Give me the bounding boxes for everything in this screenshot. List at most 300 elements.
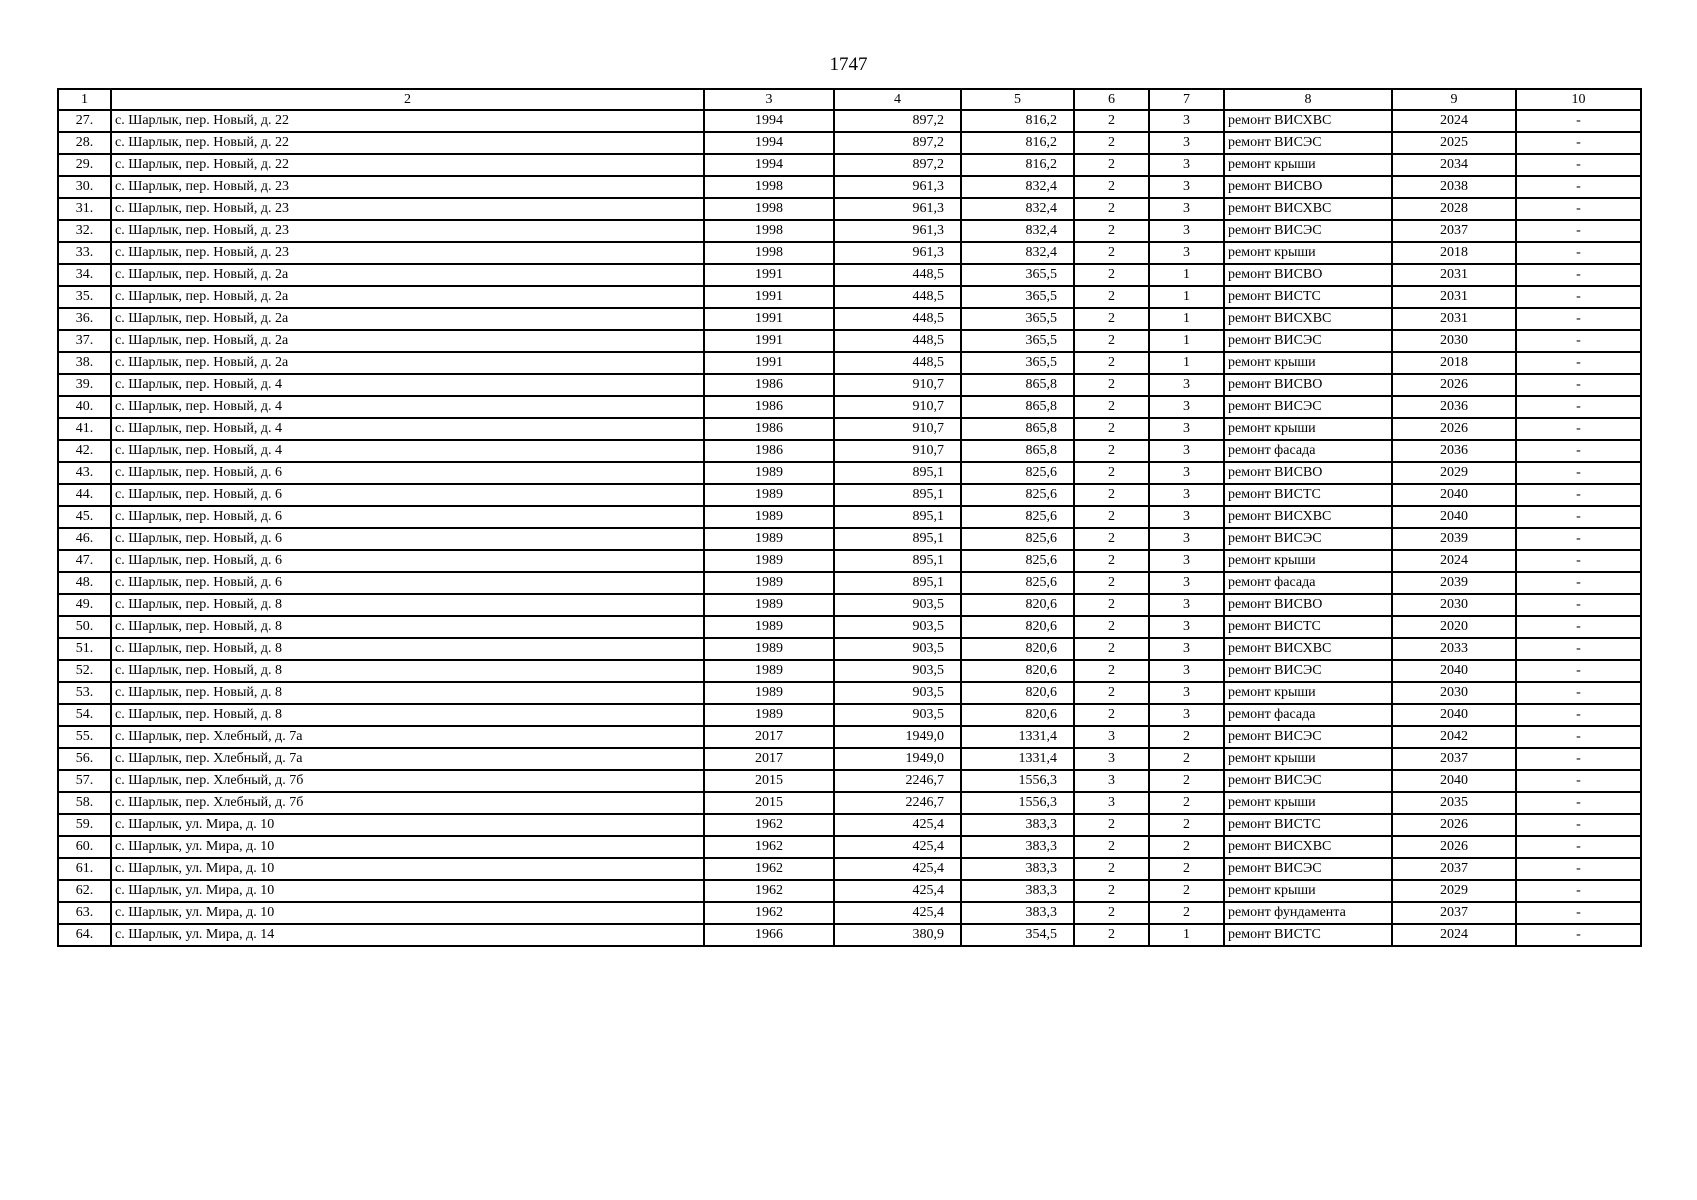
repair-type-cell: ремонт ВИСХВС [1224,836,1392,858]
table-row [58,506,1641,528]
year-built-cell: 1989 [704,704,834,726]
total-area-cell: 895,1 [834,506,961,528]
notes-cell: - [1516,242,1641,264]
table-row [58,330,1641,352]
living-area-cell: 1556,3 [961,770,1074,792]
column-header: 10 [1516,89,1641,110]
entrances-cell: 3 [1149,682,1224,704]
repair-type-cell: ремонт ВИСВО [1224,264,1392,286]
entrances-cell: 2 [1149,902,1224,924]
address-cell: с. Шарлык, ул. Мира, д. 10 [111,858,704,880]
notes-cell: - [1516,726,1641,748]
notes-cell: - [1516,176,1641,198]
living-area-cell: 365,5 [961,264,1074,286]
repair-type-cell: ремонт крыши [1224,682,1392,704]
planned-year-cell: 2033 [1392,638,1516,660]
table-row [58,110,1641,132]
floors-cell: 2 [1074,110,1149,132]
column-header: 7 [1149,89,1224,110]
repair-type-cell: ремонт ВИСВО [1224,374,1392,396]
living-area-cell: 820,6 [961,638,1074,660]
repair-type-cell: ремонт крыши [1224,242,1392,264]
address-cell: с. Шарлык, пер. Новый, д. 4 [111,418,704,440]
table-row [58,528,1641,550]
table-row [58,176,1641,198]
planned-year-cell: 2020 [1392,616,1516,638]
entrances-cell: 3 [1149,550,1224,572]
address-cell: с. Шарлык, пер. Новый, д. 8 [111,594,704,616]
repair-type-cell: ремонт ВИСХВС [1224,638,1392,660]
total-area-cell: 895,1 [834,528,961,550]
planned-year-cell: 2026 [1392,836,1516,858]
repair-type-cell: ремонт ВИСХВС [1224,198,1392,220]
total-area-cell: 1949,0 [834,748,961,770]
planned-year-cell: 2036 [1392,440,1516,462]
year-built-cell: 1991 [704,286,834,308]
year-built-cell: 1962 [704,902,834,924]
planned-year-cell: 2038 [1392,176,1516,198]
row-number-cell: 28. [58,132,111,154]
table-row [58,154,1641,176]
total-area-cell: 910,7 [834,418,961,440]
planned-year-cell: 2024 [1392,110,1516,132]
entrances-cell: 3 [1149,638,1224,660]
living-area-cell: 383,3 [961,814,1074,836]
floors-cell: 2 [1074,396,1149,418]
planned-year-cell: 2026 [1392,418,1516,440]
year-built-cell: 1989 [704,682,834,704]
entrances-cell: 3 [1149,660,1224,682]
address-cell: с. Шарлык, пер. Новый, д. 23 [111,176,704,198]
living-area-cell: 825,6 [961,572,1074,594]
year-built-cell: 1998 [704,220,834,242]
total-area-cell: 910,7 [834,374,961,396]
living-area-cell: 820,6 [961,682,1074,704]
planned-year-cell: 2037 [1392,902,1516,924]
living-area-cell: 816,2 [961,110,1074,132]
address-cell: с. Шарлык, пер. Новый, д. 2а [111,286,704,308]
row-number-cell: 35. [58,286,111,308]
column-header: 2 [111,89,704,110]
repair-type-cell: ремонт ВИСХВС [1224,110,1392,132]
notes-cell: - [1516,462,1641,484]
repair-type-cell: ремонт ВИСХВС [1224,308,1392,330]
year-built-cell: 1989 [704,484,834,506]
floors-cell: 2 [1074,704,1149,726]
floors-cell: 2 [1074,594,1149,616]
row-number-cell: 48. [58,572,111,594]
floors-cell: 2 [1074,880,1149,902]
repair-type-cell: ремонт ВИСЭС [1224,220,1392,242]
address-cell: с. Шарлык, пер. Новый, д. 2а [111,330,704,352]
total-area-cell: 961,3 [834,242,961,264]
floors-cell: 2 [1074,484,1149,506]
notes-cell: - [1516,792,1641,814]
planned-year-cell: 2039 [1392,528,1516,550]
total-area-cell: 903,5 [834,616,961,638]
row-number-cell: 52. [58,660,111,682]
entrances-cell: 1 [1149,330,1224,352]
repair-type-cell: ремонт ВИСЭС [1224,660,1392,682]
table-row [58,704,1641,726]
repair-type-cell: ремонт ВИСТС [1224,616,1392,638]
planned-year-cell: 2029 [1392,462,1516,484]
row-number-cell: 47. [58,550,111,572]
entrances-cell: 2 [1149,814,1224,836]
planned-year-cell: 2040 [1392,506,1516,528]
repair-type-cell: ремонт ВИСЭС [1224,726,1392,748]
row-number-cell: 61. [58,858,111,880]
planned-year-cell: 2029 [1392,880,1516,902]
floors-cell: 2 [1074,176,1149,198]
year-built-cell: 1991 [704,308,834,330]
notes-cell: - [1516,286,1641,308]
floors-cell: 2 [1074,352,1149,374]
notes-cell: - [1516,814,1641,836]
total-area-cell: 903,5 [834,682,961,704]
total-area-cell: 895,1 [834,572,961,594]
table-row [58,682,1641,704]
planned-year-cell: 2040 [1392,484,1516,506]
floors-cell: 2 [1074,836,1149,858]
notes-cell: - [1516,638,1641,660]
year-built-cell: 1962 [704,836,834,858]
table-row [58,220,1641,242]
entrances-cell: 1 [1149,352,1224,374]
table-row [58,198,1641,220]
row-number-cell: 45. [58,506,111,528]
total-area-cell: 897,2 [834,154,961,176]
address-cell: с. Шарлык, пер. Новый, д. 6 [111,484,704,506]
entrances-cell: 3 [1149,528,1224,550]
address-cell: с. Шарлык, пер. Новый, д. 23 [111,242,704,264]
table-row [58,484,1641,506]
year-built-cell: 2017 [704,748,834,770]
year-built-cell: 1989 [704,550,834,572]
total-area-cell: 380,9 [834,924,961,946]
address-cell: с. Шарлык, пер. Новый, д. 8 [111,682,704,704]
row-number-cell: 42. [58,440,111,462]
year-built-cell: 1994 [704,132,834,154]
notes-cell: - [1516,110,1641,132]
entrances-cell: 3 [1149,594,1224,616]
floors-cell: 2 [1074,550,1149,572]
notes-cell: - [1516,836,1641,858]
total-area-cell: 425,4 [834,902,961,924]
notes-cell: - [1516,308,1641,330]
address-cell: с. Шарлык, пер. Новый, д. 8 [111,704,704,726]
column-header: 4 [834,89,961,110]
notes-cell: - [1516,198,1641,220]
year-built-cell: 1986 [704,374,834,396]
total-area-cell: 448,5 [834,264,961,286]
floors-cell: 2 [1074,220,1149,242]
repair-type-cell: ремонт ВИСВО [1224,176,1392,198]
living-area-cell: 825,6 [961,484,1074,506]
living-area-cell: 1331,4 [961,748,1074,770]
floors-cell: 2 [1074,682,1149,704]
total-area-cell: 448,5 [834,330,961,352]
year-built-cell: 1989 [704,660,834,682]
living-area-cell: 1331,4 [961,726,1074,748]
table-row [58,858,1641,880]
address-cell: с. Шарлык, пер. Новый, д. 4 [111,374,704,396]
row-number-cell: 51. [58,638,111,660]
address-cell: с. Шарлык, ул. Мира, д. 10 [111,814,704,836]
floors-cell: 2 [1074,330,1149,352]
repair-type-cell: ремонт крыши [1224,748,1392,770]
address-cell: с. Шарлык, пер. Хлебный, д. 7а [111,726,704,748]
row-number-cell: 58. [58,792,111,814]
total-area-cell: 1949,0 [834,726,961,748]
floors-cell: 2 [1074,242,1149,264]
entrances-cell: 2 [1149,748,1224,770]
notes-cell: - [1516,616,1641,638]
entrances-cell: 3 [1149,176,1224,198]
year-built-cell: 1998 [704,242,834,264]
year-built-cell: 1989 [704,462,834,484]
planned-year-cell: 2031 [1392,308,1516,330]
floors-cell: 2 [1074,154,1149,176]
entrances-cell: 2 [1149,770,1224,792]
planned-year-cell: 2035 [1392,792,1516,814]
table-row [58,660,1641,682]
entrances-cell: 1 [1149,308,1224,330]
table-body [58,110,1641,946]
page-number: 1747 [829,54,868,75]
year-built-cell: 1994 [704,110,834,132]
planned-year-cell: 2040 [1392,704,1516,726]
address-cell: с. Шарлык, пер. Новый, д. 6 [111,528,704,550]
year-built-cell: 1986 [704,418,834,440]
repair-type-cell: ремонт ВИСТС [1224,286,1392,308]
entrances-cell: 3 [1149,616,1224,638]
table-row [58,374,1641,396]
year-built-cell: 1989 [704,506,834,528]
repair-type-cell: ремонт ВИСВО [1224,594,1392,616]
address-cell: с. Шарлык, пер. Хлебный, д. 7б [111,792,704,814]
table-row [58,286,1641,308]
year-built-cell: 2017 [704,726,834,748]
repair-type-cell: ремонт крыши [1224,880,1392,902]
row-number-cell: 33. [58,242,111,264]
year-built-cell: 1989 [704,528,834,550]
row-number-cell: 29. [58,154,111,176]
entrances-cell: 2 [1149,792,1224,814]
year-built-cell: 1986 [704,396,834,418]
notes-cell: - [1516,770,1641,792]
table-row [58,132,1641,154]
entrances-cell: 2 [1149,858,1224,880]
address-cell: с. Шарлык, пер. Новый, д. 23 [111,220,704,242]
total-area-cell: 961,3 [834,220,961,242]
entrances-cell: 3 [1149,462,1224,484]
total-area-cell: 903,5 [834,638,961,660]
living-area-cell: 816,2 [961,132,1074,154]
row-number-cell: 30. [58,176,111,198]
address-cell: с. Шарлык, ул. Мира, д. 14 [111,924,704,946]
planned-year-cell: 2037 [1392,220,1516,242]
total-area-cell: 425,4 [834,814,961,836]
floors-cell: 3 [1074,748,1149,770]
floors-cell: 2 [1074,902,1149,924]
floors-cell: 2 [1074,132,1149,154]
table-row [58,572,1641,594]
row-number-cell: 31. [58,198,111,220]
row-number-cell: 57. [58,770,111,792]
total-area-cell: 895,1 [834,462,961,484]
living-area-cell: 865,8 [961,396,1074,418]
planned-year-cell: 2025 [1392,132,1516,154]
planned-year-cell: 2031 [1392,264,1516,286]
living-area-cell: 383,3 [961,880,1074,902]
address-cell: с. Шарлык, пер. Хлебный, д. 7а [111,748,704,770]
table-row [58,902,1641,924]
row-number-cell: 62. [58,880,111,902]
address-cell: с. Шарлык, пер. Новый, д. 4 [111,440,704,462]
notes-cell: - [1516,880,1641,902]
year-built-cell: 1989 [704,594,834,616]
floors-cell: 2 [1074,264,1149,286]
repair-type-cell: ремонт крыши [1224,792,1392,814]
living-area-cell: 383,3 [961,836,1074,858]
notes-cell: - [1516,220,1641,242]
entrances-cell: 2 [1149,726,1224,748]
table-row [58,594,1641,616]
planned-year-cell: 2030 [1392,594,1516,616]
year-built-cell: 1989 [704,572,834,594]
address-cell: с. Шарлык, пер. Новый, д. 2а [111,352,704,374]
notes-cell: - [1516,682,1641,704]
living-area-cell: 383,3 [961,902,1074,924]
repair-type-cell: ремонт ВИСЭС [1224,770,1392,792]
floors-cell: 2 [1074,374,1149,396]
total-area-cell: 897,2 [834,110,961,132]
living-area-cell: 832,4 [961,242,1074,264]
column-header: 6 [1074,89,1149,110]
floors-cell: 2 [1074,506,1149,528]
year-built-cell: 1991 [704,330,834,352]
row-number-cell: 55. [58,726,111,748]
notes-cell: - [1516,396,1641,418]
row-number-cell: 37. [58,330,111,352]
address-cell: с. Шарлык, пер. Новый, д. 4 [111,396,704,418]
column-header: 9 [1392,89,1516,110]
table-row [58,792,1641,814]
living-area-cell: 825,6 [961,506,1074,528]
floors-cell: 3 [1074,726,1149,748]
notes-cell: - [1516,264,1641,286]
total-area-cell: 448,5 [834,286,961,308]
repair-type-cell: ремонт ВИСТС [1224,814,1392,836]
table-row [58,770,1641,792]
row-number-cell: 41. [58,418,111,440]
total-area-cell: 910,7 [834,440,961,462]
notes-cell: - [1516,572,1641,594]
notes-cell: - [1516,902,1641,924]
row-number-cell: 56. [58,748,111,770]
entrances-cell: 3 [1149,572,1224,594]
notes-cell: - [1516,418,1641,440]
living-area-cell: 832,4 [961,198,1074,220]
total-area-cell: 961,3 [834,176,961,198]
repair-type-cell: ремонт фасада [1224,704,1392,726]
notes-cell: - [1516,550,1641,572]
repair-type-cell: ремонт фасада [1224,440,1392,462]
repair-type-cell: ремонт ВИСЭС [1224,330,1392,352]
row-number-cell: 60. [58,836,111,858]
floors-cell: 2 [1074,660,1149,682]
year-built-cell: 1998 [704,198,834,220]
entrances-cell: 3 [1149,242,1224,264]
floors-cell: 2 [1074,286,1149,308]
total-area-cell: 903,5 [834,594,961,616]
planned-year-cell: 2026 [1392,374,1516,396]
entrances-cell: 3 [1149,418,1224,440]
table-row [58,836,1641,858]
total-area-cell: 2246,7 [834,792,961,814]
entrances-cell: 3 [1149,440,1224,462]
living-area-cell: 1556,3 [961,792,1074,814]
living-area-cell: 365,5 [961,308,1074,330]
planned-year-cell: 2037 [1392,748,1516,770]
notes-cell: - [1516,440,1641,462]
notes-cell: - [1516,660,1641,682]
table-row [58,924,1641,946]
total-area-cell: 425,4 [834,880,961,902]
address-cell: с. Шарлык, пер. Новый, д. 22 [111,132,704,154]
table-row [58,814,1641,836]
entrances-cell: 1 [1149,924,1224,946]
address-cell: с. Шарлык, пер. Новый, д. 23 [111,198,704,220]
notes-cell: - [1516,132,1641,154]
column-number-row [58,89,1641,110]
living-area-cell: 832,4 [961,176,1074,198]
notes-cell: - [1516,924,1641,946]
living-area-cell: 365,5 [961,286,1074,308]
total-area-cell: 2246,7 [834,770,961,792]
floors-cell: 2 [1074,616,1149,638]
living-area-cell: 365,5 [961,330,1074,352]
floors-cell: 2 [1074,924,1149,946]
planned-year-cell: 2030 [1392,682,1516,704]
address-cell: с. Шарлык, пер. Новый, д. 22 [111,154,704,176]
address-cell: с. Шарлык, пер. Новый, д. 2а [111,308,704,330]
row-number-cell: 38. [58,352,111,374]
living-area-cell: 820,6 [961,616,1074,638]
row-number-cell: 49. [58,594,111,616]
year-built-cell: 1991 [704,352,834,374]
table-row [58,352,1641,374]
entrances-cell: 3 [1149,198,1224,220]
notes-cell: - [1516,506,1641,528]
floors-cell: 2 [1074,418,1149,440]
row-number-cell: 54. [58,704,111,726]
total-area-cell: 903,5 [834,660,961,682]
address-cell: с. Шарлык, ул. Мира, д. 10 [111,836,704,858]
year-built-cell: 1966 [704,924,834,946]
table-row [58,242,1641,264]
living-area-cell: 383,3 [961,858,1074,880]
planned-year-cell: 2039 [1392,572,1516,594]
entrances-cell: 1 [1149,286,1224,308]
repair-type-cell: ремонт крыши [1224,550,1392,572]
living-area-cell: 820,6 [961,704,1074,726]
repair-type-cell: ремонт ВИСЭС [1224,396,1392,418]
entrances-cell: 3 [1149,132,1224,154]
row-number-cell: 44. [58,484,111,506]
address-cell: с. Шарлык, пер. Новый, д. 8 [111,616,704,638]
